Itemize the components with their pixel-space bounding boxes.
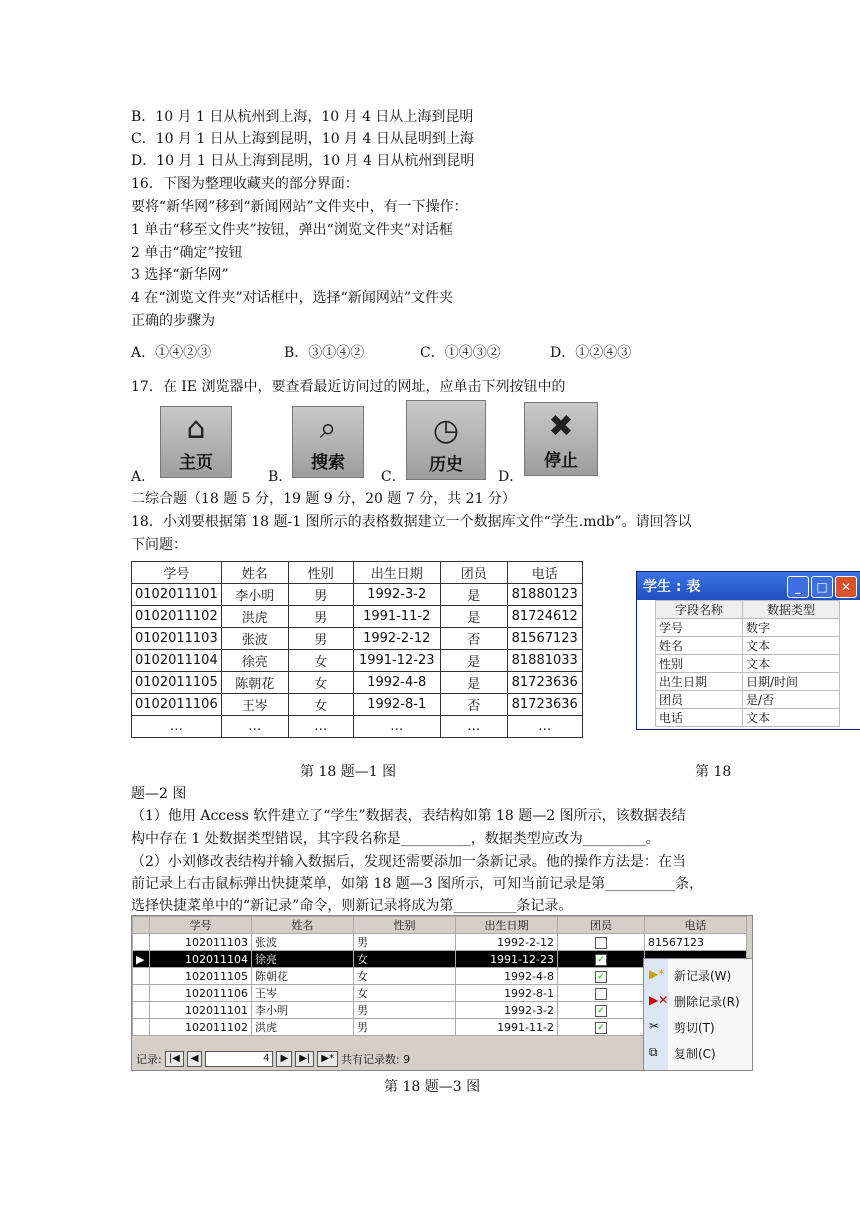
step-1: 1 单击“移至文件夹”按钮，弹出“浏览文件夹”对话框 — [131, 222, 453, 238]
table-cell: 男 — [288, 628, 353, 650]
table-cell: 张波 — [221, 628, 288, 650]
field-name[interactable]: 团员 — [656, 691, 743, 709]
table-cell: 81881033 — [507, 650, 582, 672]
table-cell: 1992-2-12 — [353, 628, 440, 650]
table-cell: 王岑 — [221, 694, 288, 716]
menu-item-delete-record[interactable]: 删除记录(R) — [674, 995, 740, 1009]
header-cell: 出生日期 — [353, 562, 440, 584]
table-cell: … — [353, 716, 440, 738]
first-record-icon[interactable]: |◀ — [165, 1051, 184, 1067]
q17-label-a: A． — [131, 469, 156, 485]
last-record-icon[interactable]: ▶| — [295, 1051, 314, 1067]
table-cell: 1992-4-8 — [353, 672, 440, 694]
table-cell: 陈朝花 — [221, 672, 288, 694]
field-name[interactable]: 学号 — [656, 619, 743, 637]
table-cell: 81724612 — [507, 606, 582, 628]
datasheet-row[interactable]: 102011102 洪虎 男 1991-11-2 ✓ — [133, 1019, 747, 1036]
table-cell: 男 — [288, 606, 353, 628]
new-record-icon[interactable]: ▶* — [317, 1051, 338, 1067]
table-cell: … — [440, 716, 507, 738]
q16-option-b: B．③①④② — [284, 345, 365, 361]
table-cell: 男 — [288, 584, 353, 606]
q16-option-a: A．①④②③ — [131, 345, 212, 361]
record-label: 记录: — [136, 1053, 162, 1066]
table-cell: 81723636 — [507, 672, 582, 694]
maximize-icon[interactable]: □ — [811, 576, 833, 598]
header-cell: 团员 — [440, 562, 507, 584]
question-16-title: 16．下图为整理收藏夹的部分界面： — [131, 176, 359, 192]
step-2: 2 单击“确定”按钮 — [131, 245, 243, 261]
field-type[interactable]: 日期/时间 — [743, 673, 840, 691]
question-17-text: 17．在 IE 浏览器中，要查看最近访问过的网址，应单击下列按钮中的 — [131, 379, 566, 395]
table-design-window — [636, 571, 860, 730]
stop-caption: 停止 — [544, 451, 578, 471]
field-type[interactable]: 文本 — [743, 709, 840, 727]
section-2-title: 二综合题（18 题 5 分，19 题 9 分，20 题 7 分，共 21 分） — [131, 491, 516, 507]
header-cell: 学号 — [132, 562, 222, 584]
checkbox[interactable] — [595, 937, 607, 949]
minimize-icon[interactable]: _ — [787, 576, 809, 598]
table-cell: 是 — [440, 584, 507, 606]
table-cell: 否 — [440, 628, 507, 650]
table-row — [132, 694, 583, 716]
design-header: 数据类型 — [743, 601, 840, 619]
table-cell: 1992-3-2 — [353, 584, 440, 606]
home-icon: ⌂ — [186, 411, 206, 446]
search-caption: 搜索 — [311, 453, 345, 473]
delete-record-menu-icon: ▶✕ — [649, 993, 669, 1007]
q17-label-b: B． — [268, 469, 293, 485]
student-data-table — [131, 561, 583, 738]
record-count: 共有记录数: 9 — [340, 1053, 411, 1066]
column-header[interactable]: 性别 — [354, 917, 456, 934]
search-button-image — [292, 406, 364, 478]
question-16-prompt: 正确的步骤为 — [131, 313, 215, 329]
table-row — [132, 606, 583, 628]
q16-option-c: C．①④③② — [420, 345, 501, 361]
table-cell: 1991-11-2 — [353, 606, 440, 628]
table-cell: 洪虎 — [221, 606, 288, 628]
part-1-text-cont: 构中存在 1 处数据类型错误，其字段名称是__________，数据类型应改为_________。 — [131, 831, 660, 847]
table-cell: 81880123 — [507, 584, 582, 606]
table-cell: 1992-8-1 — [353, 694, 440, 716]
menu-item-cut[interactable]: 剪切(T) — [674, 1021, 715, 1035]
figure-2-caption-cont: 题—2 图 — [131, 786, 187, 802]
table-cell: 李小明 — [221, 584, 288, 606]
step-3: 3 选择“新华网” — [131, 267, 229, 283]
column-header[interactable]: 学号 — [150, 917, 252, 934]
window-titlebar — [637, 572, 860, 600]
table-cell: 否 — [440, 694, 507, 716]
q17-label-c: C． — [381, 469, 406, 485]
prev-record-icon[interactable]: ◀ — [187, 1051, 203, 1067]
history-clock-icon: ◷ — [432, 413, 460, 448]
table-cell: … — [507, 716, 582, 738]
home-caption: 主页 — [179, 453, 213, 473]
table-cell: … — [132, 716, 222, 738]
menu-item-copy[interactable]: 复制(C) — [674, 1047, 716, 1061]
table-cell: 81723636 — [507, 694, 582, 716]
column-header[interactable]: 姓名 — [252, 917, 354, 934]
home-button-image — [160, 406, 232, 478]
stop-button-image — [524, 402, 598, 476]
current-record-field[interactable]: 4 — [205, 1051, 273, 1067]
table-cell: 0102011102 — [132, 606, 222, 628]
table-cell: 女 — [288, 694, 353, 716]
magnifier-icon: ⌕ — [319, 411, 337, 446]
field-type[interactable]: 数字 — [743, 619, 840, 637]
design-header: 字段名称 — [656, 601, 743, 619]
datasheet-row[interactable]: 102011101 李小明 男 1992-3-2 ✓ — [133, 1002, 747, 1019]
table-cell: 是 — [440, 650, 507, 672]
table-cell: 0102011104 — [132, 650, 222, 672]
figure-3-caption: 第 18 题—3 图 — [384, 1079, 481, 1095]
table-cell: 81567123 — [507, 628, 582, 650]
new-record-menu-icon: ▶* — [649, 967, 665, 981]
window-title: 学生 : 表 — [643, 579, 701, 595]
datasheet-row[interactable]: 102011103 张波 男 1992-2-12 81567123 — [133, 934, 747, 951]
record-pointer-icon: ▶ — [133, 951, 150, 968]
table-cell: 徐亮 — [221, 650, 288, 672]
design-grid — [655, 600, 840, 727]
datasheet-row-selected[interactable]: ▶ 102011104 徐亮 女 1991-12-23 ✓ — [133, 951, 747, 968]
question-18-text-cont: 下问题： — [131, 537, 187, 553]
question-16-text: 要将“新华网”移到“新闻网站”文件夹中，有一下操作： — [131, 199, 468, 215]
table-cell: 0102011103 — [132, 628, 222, 650]
table-cell: 0102011101 — [132, 584, 222, 606]
checkbox[interactable]: ✓ — [595, 1022, 607, 1034]
part-2-text-end: 选择快捷菜单中的“新记录”命令，则新记录将成为第_________条记录。 — [131, 898, 573, 914]
table-row — [132, 650, 583, 672]
next-record-icon[interactable]: ▶ — [276, 1051, 292, 1067]
table-row — [132, 716, 583, 738]
datasheet-row[interactable]: 102011106 王岑 女 1992-8-1 — [133, 985, 747, 1002]
field-type[interactable]: 文本 — [743, 655, 840, 673]
q16-option-d: D．①②④③ — [550, 345, 632, 361]
stop-doc-icon: ✖ — [548, 409, 574, 444]
table-cell: 女 — [288, 650, 353, 672]
table-cell: 0102011105 — [132, 672, 222, 694]
field-name[interactable]: 电话 — [656, 709, 743, 727]
header-cell: 电话 — [507, 562, 582, 584]
table-row — [132, 584, 583, 606]
table-row — [132, 628, 583, 650]
table-cell: … — [288, 716, 353, 738]
header-cell: 姓名 — [221, 562, 288, 584]
part-2-text: （2）小刘修改表结构并输入数据后，发现还需要添加一条新记录。他的操作方法是：在当 — [131, 854, 686, 870]
column-header[interactable]: 出生日期 — [456, 917, 558, 934]
table-cell: … — [221, 716, 288, 738]
datasheet-row[interactable]: 102011105 陈朝花 女 1992-4-8 ✓ — [133, 968, 747, 985]
table-cell: 是 — [440, 606, 507, 628]
scissors-icon: ✂ — [649, 1019, 660, 1033]
context-menu — [643, 958, 753, 1071]
header-cell: 性别 — [288, 562, 353, 584]
figure-2-caption: 第 18 — [695, 764, 732, 780]
datasheet-header — [133, 917, 747, 934]
field-name[interactable]: 性别 — [656, 655, 743, 673]
checkbox[interactable]: ✓ — [595, 954, 607, 966]
q17-label-d: D． — [498, 469, 524, 485]
field-type[interactable]: 是/否 — [743, 691, 840, 709]
copy-icon: ⧉ — [649, 1045, 658, 1059]
column-header[interactable]: 团员 — [558, 917, 645, 934]
close-icon[interactable]: ✕ — [835, 576, 857, 598]
table-cell: 1991-12-23 — [353, 650, 440, 672]
table-cell: 是 — [440, 672, 507, 694]
field-name[interactable]: 出生日期 — [656, 673, 743, 691]
table-row — [132, 672, 583, 694]
part-1-text: （1）他用 Access 软件建立了“学生”数据表，表结构如第 18 题—2 图所示，该数据表结 — [131, 808, 686, 824]
history-button-image — [406, 400, 486, 480]
menu-item-new-record[interactable]: 新记录(W) — [674, 969, 732, 983]
option-b-line: B．10 月 1 日从杭州到上海，10 月 4 日从上海到昆明 — [131, 109, 474, 125]
table-header-row — [132, 562, 583, 584]
step-4: 4 在“浏览文件夹”对话框中，选择“新闻网站”文件夹 — [131, 290, 453, 306]
table-cell: 0102011106 — [132, 694, 222, 716]
figure-1-caption: 第 18 题—1 图 — [300, 764, 397, 780]
column-header[interactable]: 电话 — [645, 917, 747, 934]
option-c-line: C．10 月 1 日从上海到昆明，10 月 4 日从昆明到上海 — [131, 131, 474, 147]
field-type[interactable]: 文本 — [743, 637, 840, 655]
history-caption: 历史 — [429, 455, 463, 475]
option-d-line: D．10 月 1 日从上海到昆明，10 月 4 日从杭州到昆明 — [131, 153, 475, 169]
question-18-text: 18．小刘要根据第 18 题-1 图所示的表格数据建立一个数据库文件“学生.mdb”。请回答以 — [131, 514, 692, 530]
part-2-text-cont: 前记录上右击鼠标弹出快捷菜单，如第 18 题—3 图所示，可知当前记录是第__________条， — [131, 876, 704, 892]
checkbox[interactable]: ✓ — [595, 1005, 607, 1017]
field-name[interactable]: 姓名 — [656, 637, 743, 655]
table-cell: 女 — [288, 672, 353, 694]
checkbox[interactable]: ✓ — [595, 971, 607, 983]
checkbox[interactable] — [595, 988, 607, 1000]
